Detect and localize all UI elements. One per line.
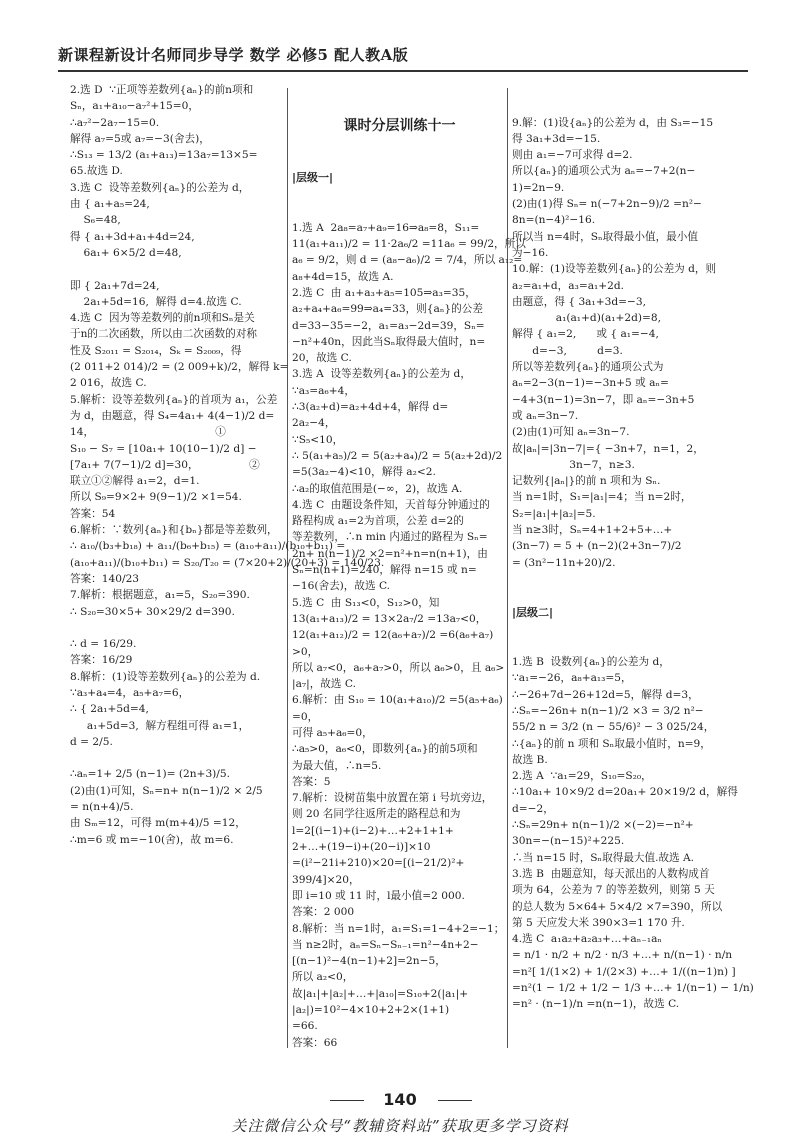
col1-line: 2a₁+5d=16, 解得 d=4.故选 C. [70,295,242,308]
col3-top-line: 所以{aₙ}的通项公式为 aₙ=−7+2(n− [512,165,696,178]
col1-line: (2)由(1)可知，Sₙ=n+ n(n−1)/2 × 2/5 [70,784,263,797]
col2-line: [(n−1)²−4(n−1)+2]=2n−5， [292,955,446,968]
col3-top-line: 或 aₙ=3n−7. [512,409,579,422]
col3-top-line: 由题意，得 { 3a₁+3d=−3, [512,295,647,308]
col2-line: ∵S₅<10， [292,433,344,446]
col3-top-line: S₂=|a₁|+|a₂|=5. [512,507,596,520]
col3-bottom-line: 第 5 天应发大米 390×3=1 170 升. [512,916,685,929]
col1-line: 于n的二次函数，所以由二次函数的对称 [70,328,257,341]
col3-bottom-line: 故选 B. [512,753,548,766]
col1-line: 4.选 C 因为等差数列的前n项和Sₙ是关 [70,312,255,325]
col2-line: 答案：5 [292,775,331,788]
col2-line: 2+…+(19−i)+(20−i)]×10 [292,841,431,854]
col3-bottom-line: 30n=−(n−15)²+225. [512,835,625,848]
col1-line: S₆=48, [70,214,121,227]
section-title: 课时分层训练十一 [343,117,456,134]
col1-line: 得 { a₁+3d+a₁+4d=24, [70,230,195,243]
col1-line: 14， ① [70,426,226,439]
col1-line: 8.解析：(1)设等差数列{aₙ}的公差为 d. [70,670,261,683]
col3-top-line: a₁(a₁+d)(a₁+2d)=8, [512,312,662,325]
col3-bottom-line: ∴当 n=15 时，Sₙ取得最大值.故选 A. [512,851,695,864]
col1-line: ∴a₇²−2a₇−15=0. [70,116,160,129]
col2-line: 7.解析：设树苗集中放置在第 i 号坑旁边， [292,792,493,805]
col2-line: 3.选 A 设等差数列{aₙ}的公差为 d， [292,368,471,381]
col2-line: 5.选 C 由 S₁₃<0，S₁₂>0，知 [292,596,440,609]
col3-bottom-line: 的总人数为 5×64+ 5×4/2 ×7=390，所以 [512,900,723,913]
col3-top-line: (2)由(1)可知 aₙ=3n−7. [512,426,630,439]
col2-line: 当 n≥2时，aₙ=Sₙ−Sₙ₋₁=n²−4n+2− [292,938,479,951]
col1-line: 6a₁+ 6×5/2 d=48, [70,246,182,259]
col3-top-line: 当 n=1时，S₁=|a₁|=4；当 n=2时， [512,491,692,504]
col2-line: =(i²−21i+210)×20=[(i−21/2)²+ [292,857,465,870]
col2-line: 所以 a₂<0， [292,971,354,984]
col1-line: 7.解析：根据题意，a₁=5，S₂₀=390. [70,589,250,602]
level-two-heading: |层级二| [512,605,554,619]
header-rule [58,70,748,72]
level-one-heading: |层级一| [292,171,334,185]
col2-line: 2.选 C 由 a₁+a₃+a₅=105⇒a₃=35， [292,286,476,299]
col2-line: 2n+ n(n−1)/2 ×2=n²+n=n(n+1)，由 [292,547,488,560]
col2-line: 路程构成 a₁=2为首项，公差 d=2的 [292,515,464,528]
col1-line: 2 016，故选 C. [70,377,147,390]
col1-line: 答案：140/23 [70,572,140,585]
col1-line: ∴S₁₃ = 13/2 (a₁+a₁₃)=13a₇=13×5= [70,149,258,162]
col2-line: 2a₂−4， [292,417,336,430]
column-divider-2 [507,88,508,1048]
col2-line: 则 20 名同学往返所走的路程总和为 [292,808,461,821]
col3-bottom-line: =n² · (n−1)/n =n(n−1)，故选 C. [512,998,680,1011]
col1-line: 联立①②解得 a₁=2，d=1. [70,475,200,488]
col3-bottom-line: 55/2 n = 3/2 (n − 55/6)² − 3 025/24， [512,721,715,734]
col2-line: >0， [292,645,319,658]
col3-bottom-line: 项为 64，公差为 7 的等差数列，则第 5 天 [512,884,715,897]
col2-line: 1.选 A 2a₈=a₇+a₉=16⇒a₈=8，S₁₁= [292,221,480,234]
col3-top-line: 所以等差数列{aₙ}的通项公式为 [512,361,664,374]
col2-line: 可得 a₅+a₆=0， [292,726,373,739]
col3-top-line: 3n−7，n≥3. [512,458,635,471]
col1-line: 2.选 D ∵正项等差数列{aₙ}的前n项和 [70,84,254,96]
col3-top-line: 得 3a₁+3d=−15. [512,132,601,145]
col1-line: 答案：16/29 [70,654,133,667]
col3-top-line: a₂=a₁+d，a₃=a₁+2d. [512,279,625,292]
col1-line: ∴aₙ=1+ 2/5 (n−1)= (2n+3)/5. [70,768,230,781]
answers-column-2 [292,82,526,1067]
col3-bottom-line: = n/1 · n/2 + n/2 · n/3 +…+ n/(n−1) · n/n [512,949,733,962]
col3-top-line: 解得 { a₁=2, 或 { a₁=−4, [512,328,659,341]
col2-line: −n²+40n，因此当Sₙ取得最大值时，n= [292,335,486,348]
col3-top-line: 为−16. [512,246,549,259]
col3-bottom-line: 3.选 B 由题意知，每天派出的人数构成首 [512,867,710,880]
col1-line: 所以 S₉=9×2+ 9(9−1)/2 ×1=54. [70,491,242,504]
book-header: 新课程新设计名师同步导学 数学 必修5 配人教A版 [58,46,409,64]
col1-line: ∴ S₂₀=30×5+ 30×29/2 d=390. [70,605,235,618]
col3-bottom-line: 1.选 B 设数列{aₙ}的公差为 d， [512,656,670,669]
col2-line: 故|a₁|+|a₂|+…+|a₁₀|=S₁₀+2(|a₁|+ [292,987,469,1000]
col1-line: 性及 S₂₀₁₁ = S₂₀₁₄，Sₖ = S₂₀₀₉，得 [70,344,242,357]
col1-line: a₁+5d=3, 解方程组可得 a₁=1， [70,719,250,732]
col2-line: ∴a₂的取值范围是(−∞，2)，故选 A. [292,482,463,495]
col2-line: 等差数列，∴n min 内通过的路程为 Sₙ= [292,531,488,544]
col2-line: 答案：66 [292,1036,338,1049]
col3-bottom-line: d=−2， [512,802,554,815]
answers-column-3 [512,82,752,1029]
col1-line [70,261,285,277]
col1-line: 6.解析：∵数列{aₙ}和{bₙ}都是等差数列， [70,524,278,537]
col2-line: =66. [292,1020,318,1033]
col3-bottom-line: ∴10a₁+ 10×9/2 d=20a₁+ 20×19/2 d，解得 [512,786,738,799]
col1-line: ∴ d = 16/29. [70,638,137,651]
col3-bottom-line: =n²(1 − 1/2 + 1/2 − 1/3 +…+ 1/(n−1) − 1/n) [512,982,754,995]
level-two-answers [512,654,752,1013]
page-number-rule-right [438,1100,472,1101]
col3-top-line: (3n−7) = 5 + (n−2)(2+3n−7)/2 [512,540,682,553]
col2-line: |a₂|)=10²−4×10+2+2×(1+1) [292,1004,450,1017]
col1-line: S₁₀ − S₇ = [10a₁+ 10(10−1)/2 d] − [70,442,257,455]
col1-line [70,750,285,766]
col2-line: 4.选 C 由题设条件知，天首每分钟通过的 [292,498,490,511]
col3-bottom-line: ∴{aₙ}的前 n 项和 Sₙ取最小值时，n=9， [512,737,711,750]
col3-bottom-line: =n²[ 1/(1×2) + 1/(2×3) +…+ 1/((n−1)n) ] [512,965,736,978]
col2-line: 20，故选 C. [292,352,352,365]
col1-line: 65.故选 D. [70,165,123,178]
col3-top-line: 1)=2n−9. [512,181,565,194]
col3-top-line: 8n=(n−4)²−16. [512,214,596,227]
col3-bottom-line: ∴−26+7d−26+12d=5，解得 d=3， [512,688,699,701]
col3-top-line: −4+3(n−1)=3n−7，即 aₙ=−3n+5 [512,393,695,406]
col1-line: Sₙ，a₁+a₁₀−a₇²+15=0， [70,100,199,113]
col1-line: ∵a₃+a₄=4，a₅+a₇=6， [70,686,190,699]
col2-line: |a₇|，故选 C. [292,678,356,691]
col1-line [70,620,285,636]
col1-line: d = 2/5. [70,735,113,748]
col2-line: ∴a₅>0，a₆<0，即数列{aₙ}的前5项和 [292,743,478,756]
col2-line: d=33−35=−2，a₁=a₃−2d=39，Sₙ= [292,319,485,332]
col1-line: (2 011+2 014)/2 = (2 009+k)/2，解得 k= [70,361,289,374]
col2-line: a₈+4d=15，故选 A. [292,270,394,283]
col3-top-line: d=−3, d=3. [512,344,623,357]
col3-bottom-line: ∴Sₙ=29n+ n(n−1)/2 ×(−2)=−n²+ [512,819,694,832]
col1-line: 3.选 C 设等差数列{aₙ}的公差为 d， [70,181,250,194]
col1-line: ∴ a₁₀/(b₃+b₁₈) + a₁₁/(b₆+b₁₅) = (a₁₀+a₁₁)/(b₁₀+b₁₁) = [70,540,346,553]
col2-line: 13(a₁+a₁₃)/2 = 13×2a₇/2 =13a₇<0， [292,612,487,625]
col3-top-line: 则由 a₁=−7可求得 d=2. [512,149,633,162]
col3-top-line: 当 n≥3时，Sₙ=4+1+2+5+…+ [512,524,673,537]
col2-line: 8.解析：当 n=1时，a₁=S₁=1−4+2=−1； [292,922,505,935]
col3-top-line: aₙ=2−3(n−1)=−3n+5 或 aₙ= [512,377,669,390]
col1-line: 由 Sₘ=12，可得 m(m+4)/5 =12， [70,817,246,830]
col2-line: =5(3a₂−4)<10，解得 a₂<2. [292,466,436,479]
col2-line: a₆ = 9/2，则 d = (a₈−a₆)/2 = 7/4，所以 a₁₂= [292,254,523,267]
col1-line: [7a₁+ 7(7−1)/2 d]=30， ② [70,458,260,471]
level-one-answers-continued [512,115,752,571]
col3-top-line: 故|aₙ|=|3n−7|={ −3n+7，n=1，2， [512,442,704,455]
col1-line: 即 { 2a₁+7d=24, [70,279,160,292]
col3-bottom-line: 4.选 C a₁a₂+a₂a₃+…+aₙ₋₁aₙ [512,933,663,946]
col1-line: ∴m=6 或 m=−10(舍)，故 m=6. [70,833,234,846]
col3-top-line: (2)由(1)得 Sₙ= n(−7+2n−9)/2 =n²− [512,198,702,211]
col2-line: 11(a₁+a₁₁)/2 = 11·2a₆/2 =11a₆ = 99/2，所以 [292,238,526,251]
col2-line: Sₙ=n(n+1)=240，解得 n=15 或 n= [292,564,477,577]
col3-bottom-line: 2.选 A ∵a₁=29，S₁₀=S₂₀， [512,770,652,783]
col1-line: 答案：54 [70,507,116,520]
col2-line: 即 i=10 或 11 时，l最小值=2 000. [292,889,465,902]
col1-line: 解得 a₇=5或 a₇=−3(舍去)， [70,132,210,145]
col2-line: −16(舍去)，故选 C. [292,580,391,593]
col3-top-line: 10.解：(1)设等差数列{aₙ}的公差为 d，则 [512,263,717,276]
col2-line: ∴ 5(a₁+a₅)/2 = 5(a₂+a₄)/2 = 5(a₂+2d)/2 [292,449,503,462]
page-number: 140 [383,1090,417,1109]
col2-line: ∴3(a₂+d)=a₂+4d+4，解得 d= [292,401,449,414]
col2-line: 为最大值，∴n=5. [292,759,382,772]
col3-top-line: 记数列{|aₙ|}的前 n 项和为 Sₙ. [512,475,661,488]
footer-note: 关注微信公众号“教辅资料站”获取更多学习资料 [231,1117,569,1135]
level-one-answers [292,220,526,1051]
col2-line: 399/4]×20， [292,873,360,886]
col2-line: 所以 a₇<0，a₆+a₇>0，所以 a₆>0，且 a₆> [292,661,505,674]
col2-line: ∵a₃=a₆+4， [292,384,355,397]
col1-line: 由 { a₁+a₅=24, [70,198,150,211]
col3-top-line: 9.解：(1)设{aₙ}的公差为 d，由 S₃=−15 [512,116,714,129]
col1-line: = n(n+4)/5. [70,801,134,814]
col1-line: (a₁₀+a₁₁)/(b₁₀+b₁₁) = S₂₀/T₂₀ = (7×20+2)/(20+3) = 140/23. [70,556,385,569]
col2-line: l=2[(i−1)+(i−2)+…+2+1+1+ [292,824,454,837]
col2-line: 12(a₁+a₁₂)/2 = 12(a₆+a₇)/2 =6(a₆+a₇) [292,629,494,642]
col1-line: 为 d，由题意，得 S₄=4a₁+ 4(4−1)/2 d= [70,409,275,422]
col2-line: a₂+a₄+a₆=99⇒a₄=33，则{aₙ}的公差 [292,303,483,316]
col3-bottom-line: ∴Sₙ=−26n+ n(n−1)/2 ×3 = 3/2 n²− [512,704,704,717]
col2-line: =0， [292,710,319,723]
col2-line: 6.解析：由 S₁₀ = 10(a₁+a₁₀)/2 =5(a₅+a₆) [292,694,503,707]
col2-line: 答案：2 000 [292,906,355,919]
col3-top-line: 所以当 n=4时，Sₙ取得最小值，最小值 [512,230,698,243]
col3-bottom-line: ∵a₁=−26，a₈+a₁₃=5， [512,672,632,685]
col1-line: 5.解析：设等差数列{aₙ}的首项为 a₁，公差 [70,393,278,406]
col3-top-line: = (3n²−11n+20)/2. [512,556,616,569]
col1-line: ∴ { 2a₁+5d=4, [70,703,149,716]
